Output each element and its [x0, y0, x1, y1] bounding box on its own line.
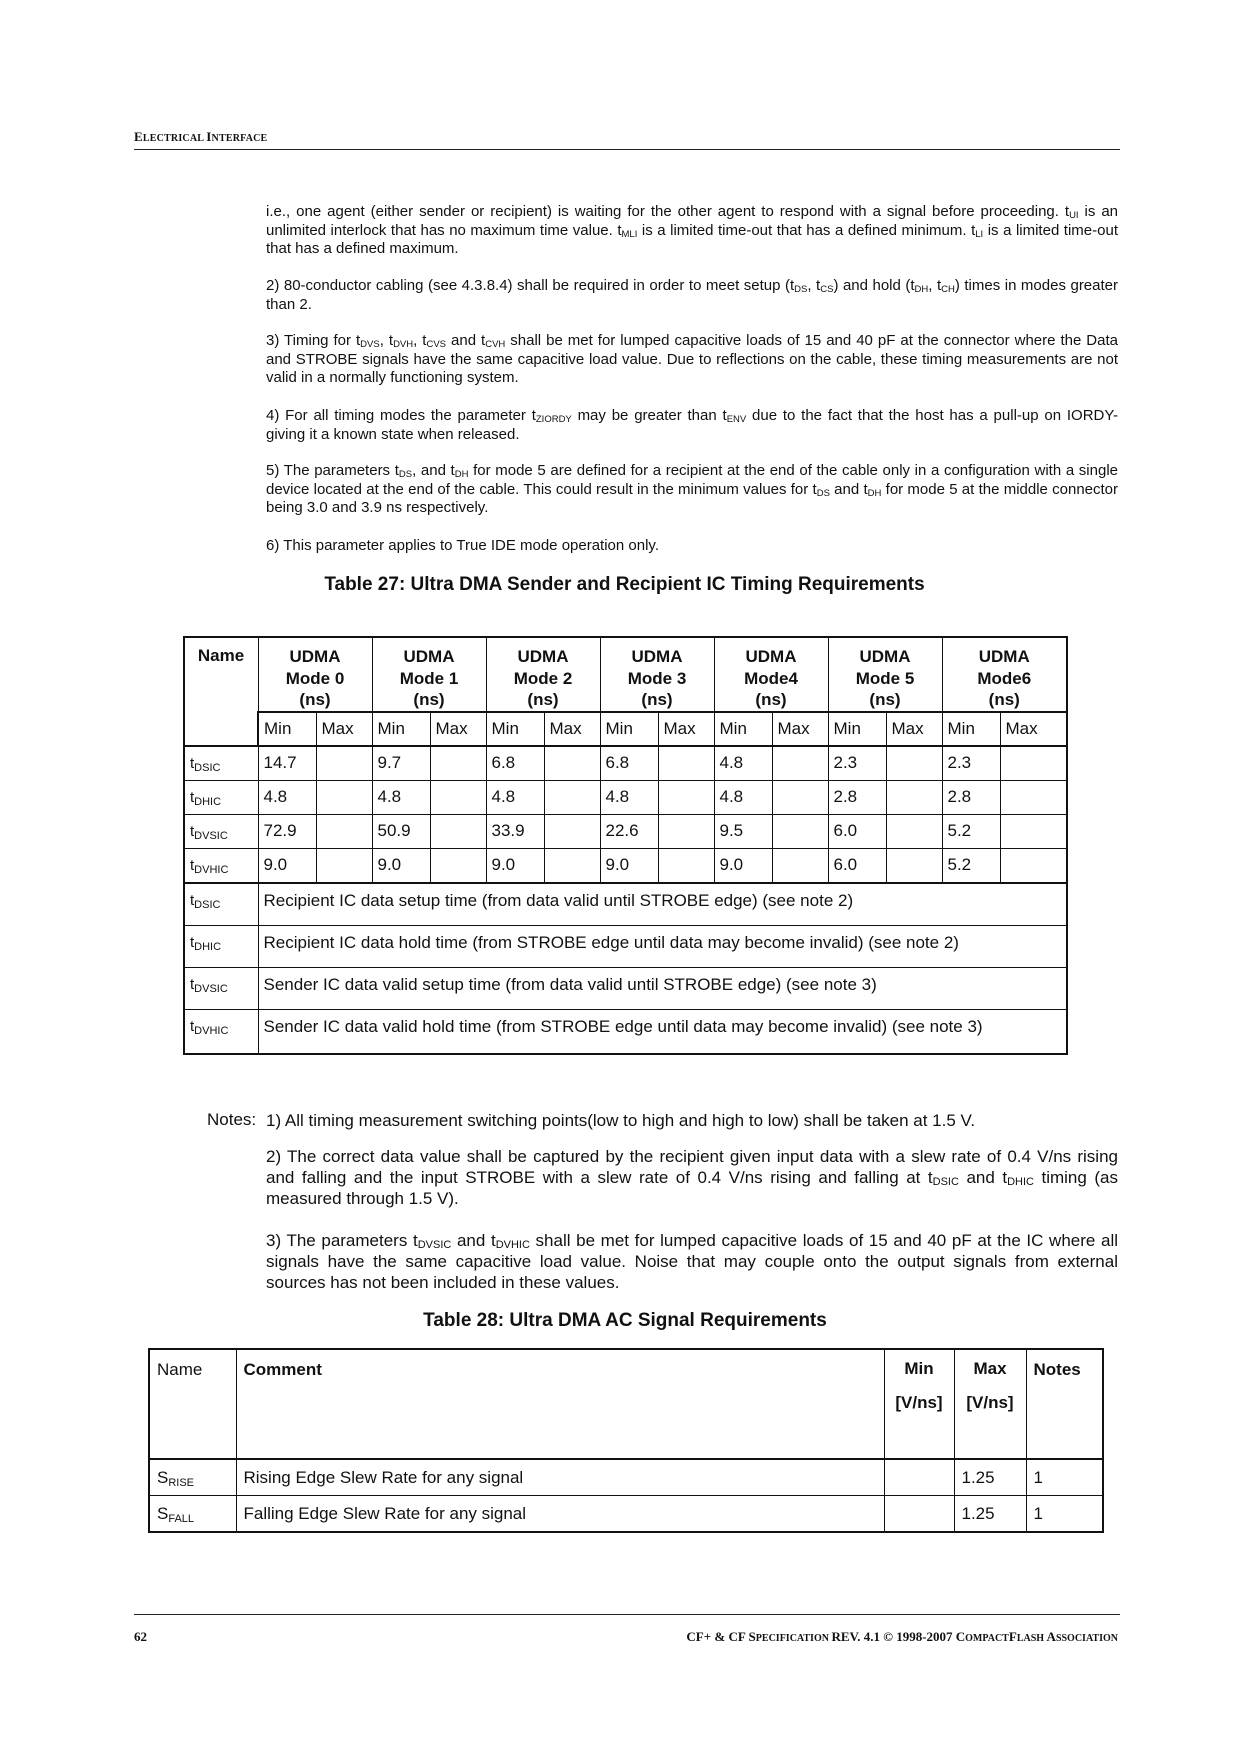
min-value: 6.0: [828, 848, 886, 883]
description-row: [184, 1009, 1067, 1054]
max-header: Max: [658, 712, 714, 746]
max-value: 1.25: [954, 1459, 1026, 1496]
max-value: [886, 814, 942, 848]
table-row: [149, 1496, 1103, 1533]
min-value: 5.2: [942, 814, 1000, 848]
min-value: 6.0: [828, 814, 886, 848]
note-paragraph-1: i.e., one agent (either sender or recipient) is waiting for the other agent to respond with a signal before proceeding. $t_{UI}$ is an unlimited interlock that has no maximum time value. $t_{MLI}$ is a limited time-out that has a defined minimum. $t_{LI}$ is a limited time-out that has a defined maximum.: [266, 203, 1119, 257]
max-value: [430, 780, 486, 814]
param-description: Recipient IC data hold time (from STROBE edge until data may become invalid) (see note 2): [258, 925, 1067, 967]
max-column-header: Max [V/ns]: [954, 1349, 1026, 1459]
min-value: 4.8: [714, 780, 772, 814]
max-value: [316, 848, 372, 883]
note-paragraph-2: 2) 80-conductor cabling (see 4.3.8.4) shall be required in order to meet setup ($t_{DS}$, $t_{CS}$) and hold ($t_{DH}$, $t_{CH}$) times in modes greater than 2.: [266, 277, 1118, 313]
name-column-header: Name: [149, 1349, 236, 1459]
header-text: E: [134, 129, 143, 144]
table-row: [184, 780, 1067, 814]
mode-header: UDMA Mode 1 (ns): [372, 637, 486, 712]
table-27-caption: Table 27: Ultra DMA Sender and Recipient IC Timing Requirements: [324, 574, 925, 595]
running-footer: [134, 1614, 1120, 1644]
param-name: $t_{DHIC}$: [184, 780, 258, 814]
max-header: Max: [544, 712, 600, 746]
notes-label: Notes:: [207, 1110, 257, 1129]
max-value: [658, 746, 714, 781]
table-row: [149, 1459, 1103, 1496]
table-28: [148, 1348, 1104, 1533]
min-header: Min: [258, 712, 316, 746]
header-text: NTERFACE: [211, 133, 268, 144]
min-column-header: Min [V/ns]: [884, 1349, 954, 1459]
param-description: Sender IC data valid hold time (from STROBE edge until data may become invalid) (see note 3): [258, 1009, 1067, 1054]
min-value: 9.0: [714, 848, 772, 883]
max-value: [1000, 746, 1067, 781]
max-value: [658, 814, 714, 848]
max-value: [316, 780, 372, 814]
param-name: $t_{DSIC}$: [184, 883, 258, 926]
min-value: 2.3: [942, 746, 1000, 781]
min-value: 9.5: [714, 814, 772, 848]
max-value: [430, 814, 486, 848]
min-value: 9.0: [258, 848, 316, 883]
max-value: [658, 848, 714, 883]
max-value: [886, 848, 942, 883]
max-value: [772, 814, 828, 848]
min-value: 2.3: [828, 746, 886, 781]
header-text: LECTRICAL: [142, 133, 207, 144]
min-value: 33.9: [486, 814, 544, 848]
min-value: 4.8: [600, 780, 658, 814]
name-column-header: Name: [184, 637, 258, 746]
page-number: 62: [134, 1629, 147, 1644]
signal-name: $S_{RISE}$: [149, 1459, 236, 1496]
description-row: [184, 883, 1067, 926]
description-row: [184, 967, 1067, 1009]
min-value: 9.0: [486, 848, 544, 883]
max-value: [1000, 848, 1067, 883]
table-28-caption: Table 28: Ultra DMA AC Signal Requirements: [423, 1310, 827, 1331]
max-header: Max: [886, 712, 942, 746]
note-paragraph-4: 4) For all timing modes the parameter $t_{ZIORDY}$ may be greater than $t_{ENV}$ due to the fact that the host has a pull-up on IORDY- giving it a known state when released.: [266, 407, 1118, 443]
max-value: [544, 814, 600, 848]
min-header: Min: [600, 712, 658, 746]
min-value: 4.8: [714, 746, 772, 781]
running-header: [134, 129, 1120, 150]
max-value: [886, 746, 942, 781]
max-value: [1000, 780, 1067, 814]
min-header: Min: [942, 712, 1000, 746]
param-name: $t_{DHIC}$: [184, 925, 258, 967]
notes-value: 1: [1026, 1459, 1103, 1496]
header-text: I: [206, 129, 212, 144]
param-name: $t_{DSIC}$: [184, 746, 258, 781]
max-value: [544, 780, 600, 814]
param-name: $t_{DVHIC}$: [184, 848, 258, 883]
min-value: 9.0: [372, 848, 430, 883]
min-value: 5.2: [942, 848, 1000, 883]
min-value: 6.8: [600, 746, 658, 781]
min-header: Min: [828, 712, 886, 746]
min-value: 22.6: [600, 814, 658, 848]
note-paragraph-5: 5) The parameters $t_{DS}$, and $t_{DH}$ for mode 5 are defined for a recipient at the end of the cable only in a configuration with a single device located at the end of the cable. This could result in the minimum values for $t_{DS}$ and $t_{DH}$ for mode 5 at the middle connector being 3.0 and 3.9 ns respectively.: [266, 462, 1119, 516]
table-header-row: [149, 1349, 1103, 1459]
param-name: $t_{DVSIC}$: [184, 967, 258, 1009]
signal-comment: Falling Edge Slew Rate for any signal: [236, 1496, 884, 1533]
mode-header: UDMA Mode 0 (ns): [258, 637, 372, 712]
max-value: [430, 848, 486, 883]
param-description: Sender IC data valid setup time (from data valid until STROBE edge) (see note 3): [258, 967, 1067, 1009]
param-description: Recipient IC data setup time (from data valid until STROBE edge) (see note 2): [258, 883, 1067, 926]
note-paragraph-6: 6) This parameter applies to True IDE mode operation only.: [266, 537, 659, 554]
note-3: 3) The parameters $t_{DVSIC}$ and $t_{DVHIC}$ shall be met for lumped capacitive loads of 15 and 40 pF at the IC where all signals have the same capacitive load value. Noise that may couple onto the output signals from external sources has not been included in these values.: [266, 1231, 1118, 1292]
min-value: 9.7: [372, 746, 430, 781]
max-header: Max: [430, 712, 486, 746]
mode-header: UDMA Mode 2 (ns): [486, 637, 600, 712]
note-2: 2) The correct data value shall be captured by the recipient given input data with a slew rate of 0.4 V/ns rising and falling and the input STROBE with a slew rate of 0.4 V/ns rising and falling at $t_{DSIC}$ and $t_{DHIC}$ timing (as measured through 1.5 V).: [266, 1147, 1118, 1208]
note-paragraph-3: 3) Timing for $t_{DVS}$, $t_{DVH}$, $t_{CVS}$ and $t_{CVH}$ shall be met for lumped capacitive loads of 15 and 40 pF at the connector where the Data and STROBE signals have the same capacitive load value. Due to reflections on the cable, these timing measurements are not valid in a normally functioning system.: [266, 332, 1118, 386]
min-header: Min: [486, 712, 544, 746]
max-value: [544, 848, 600, 883]
max-header: Max: [1000, 712, 1067, 746]
notes-value: 1: [1026, 1496, 1103, 1533]
min-header: Min: [714, 712, 772, 746]
min-value: 9.0: [600, 848, 658, 883]
note-1: 1) All timing measurement switching points(low to high and high to low) shall be taken at 1.5 V.: [266, 1111, 976, 1130]
min-value: 4.8: [486, 780, 544, 814]
min-header: Min: [372, 712, 430, 746]
table-27: [183, 636, 1068, 1055]
mode-header: UDMA Mode4 (ns): [714, 637, 828, 712]
max-value: [772, 780, 828, 814]
min-value: 14.7: [258, 746, 316, 781]
footer-title: CF+ & CF SPECIFICATION REV. 4.1 © 1998-2007 COMPACTFLASH ASSOCIATION: [686, 1629, 1118, 1644]
description-row: [184, 925, 1067, 967]
min-value: 4.8: [258, 780, 316, 814]
min-value: 2.8: [828, 780, 886, 814]
min-value: 50.9: [372, 814, 430, 848]
mode-header: UDMA Mode 5 (ns): [828, 637, 942, 712]
min-value: 2.8: [942, 780, 1000, 814]
max-value: [544, 746, 600, 781]
max-value: [772, 746, 828, 781]
signal-name: $S_{FALL}$: [149, 1496, 236, 1533]
table-row: [184, 814, 1067, 848]
table-row: [184, 746, 1067, 781]
min-value: [884, 1459, 954, 1496]
max-header: Max: [316, 712, 372, 746]
mode-header: UDMA Mode6 (ns): [942, 637, 1067, 712]
notes-column-header: Notes: [1026, 1349, 1103, 1459]
max-value: [316, 746, 372, 781]
max-value: [430, 746, 486, 781]
max-value: [772, 848, 828, 883]
max-value: [886, 780, 942, 814]
signal-comment: Rising Edge Slew Rate for any signal: [236, 1459, 884, 1496]
table-row: [184, 848, 1067, 883]
max-value: [1000, 814, 1067, 848]
max-value: 1.25: [954, 1496, 1026, 1533]
max-value: [658, 780, 714, 814]
min-value: 6.8: [486, 746, 544, 781]
max-header: Max: [772, 712, 828, 746]
param-name: $t_{DVSIC}$: [184, 814, 258, 848]
max-value: [316, 814, 372, 848]
comment-column-header: Comment: [236, 1349, 884, 1459]
min-value: 72.9: [258, 814, 316, 848]
min-max-header-row: [184, 712, 1067, 746]
min-value: [884, 1496, 954, 1533]
mode-header: UDMA Mode 3 (ns): [600, 637, 714, 712]
min-value: 4.8: [372, 780, 430, 814]
param-name: $t_{DVHIC}$: [184, 1009, 258, 1054]
